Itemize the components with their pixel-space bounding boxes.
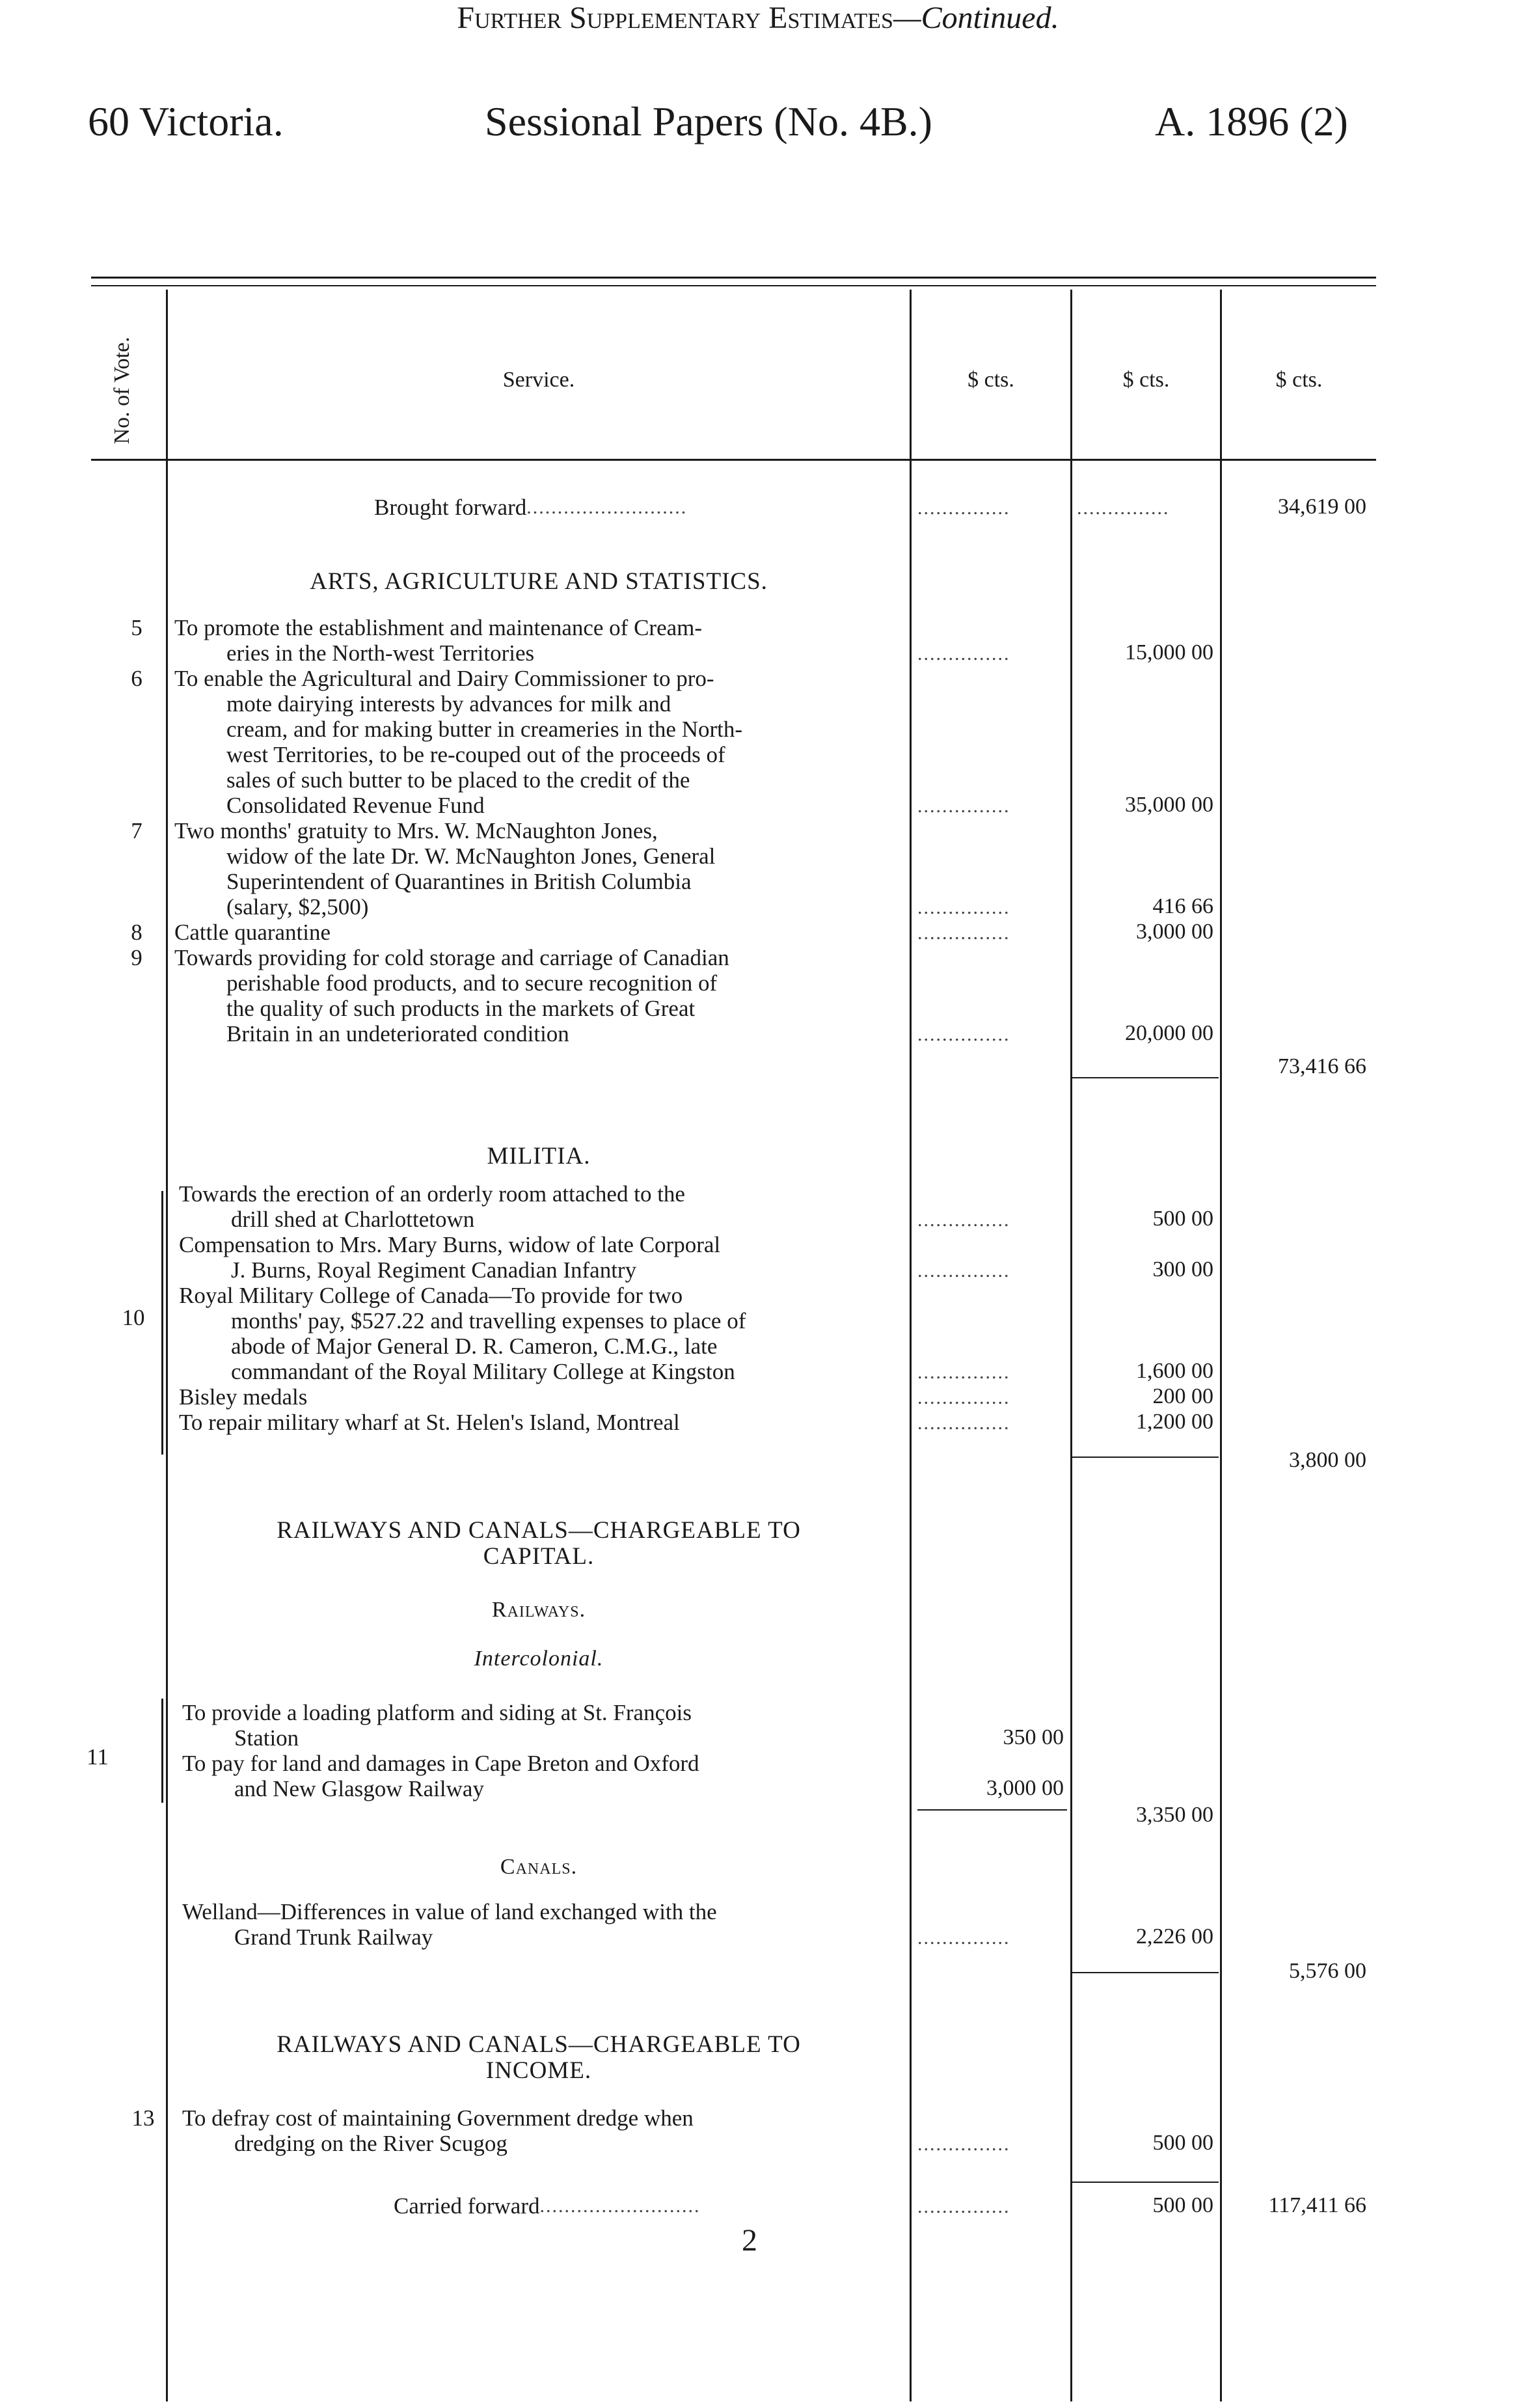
leader-dots: ............... <box>917 1387 1010 1408</box>
section-title-rc-capital-2: CAPITAL. <box>483 1543 595 1570</box>
militia-vote-number: 10 <box>122 1305 145 1330</box>
intercolonial-vote-number: 11 <box>87 1744 109 1770</box>
header-sessional-papers: Sessional Papers (No. 4B.) <box>485 98 932 144</box>
service-line: months' pay, $527.22 and travelling expenses to place of <box>231 1308 746 1334</box>
service-line: Grand Trunk Railway <box>234 1924 433 1950</box>
subtitle-continued: —Continued. <box>893 1 1059 35</box>
brought-forward-row: Brought forward .......................... <box>374 495 688 520</box>
income-subtotal-rule <box>1072 2182 1219 2183</box>
service-line: Station <box>234 1725 299 1751</box>
service-description <box>174 920 908 945</box>
militia-total: 3,800 00 <box>1289 1448 1366 1472</box>
column-header-dollars-2: $ cts. <box>1122 368 1170 392</box>
leader-dots: ............... <box>917 2196 1010 2217</box>
service-description <box>182 1751 908 1801</box>
vote-column-divider <box>166 290 168 2401</box>
section-title-militia: MILITIA. <box>487 1143 591 1170</box>
amount: 1,600 00 <box>1136 1359 1213 1383</box>
carried-forward-amount-3: 117,411 66 <box>1268 2193 1366 2217</box>
leader-dots: ............... <box>917 1209 1010 1231</box>
service-line: To repair military wharf at St. Helen's Island, Montreal <box>179 1410 680 1435</box>
service-line: Royal Military College of Canada—To provide for two <box>179 1283 683 1308</box>
leader-dots: ............... <box>917 2133 1010 2155</box>
railways-total: 3,350 00 <box>1136 1803 1213 1827</box>
col2-divider <box>1070 290 1072 2401</box>
carried-forward-label: Carried forward <box>394 2193 540 2219</box>
amount: 350 00 <box>1003 1725 1064 1749</box>
service-line: (salary, $2,500) <box>226 894 369 920</box>
amount: 200 00 <box>1152 1384 1213 1408</box>
service-line: Consolidated Revenue Fund <box>226 793 485 818</box>
table-top-rule-2 <box>91 285 1376 286</box>
leader-dots: ............... <box>917 497 1010 519</box>
leader-dots: ............... <box>917 1927 1010 1949</box>
service-line: Superintendent of Quarantines in British Columbia <box>226 869 692 894</box>
section-title-rc-capital-1: RAILWAYS AND CANALS—CHARGEABLE TO <box>277 1517 801 1544</box>
subhead-canals: Canals. <box>500 1855 578 1879</box>
amount: 500 00 <box>1152 2131 1213 2155</box>
arts-subtotal-rule <box>1072 1077 1219 1078</box>
section-title-rc-income-2: INCOME. <box>485 2057 592 2084</box>
header-year: A. 1896 (2) <box>1155 98 1348 144</box>
vote-number: 13 <box>131 2105 155 2131</box>
leader-dots: ............... <box>917 1260 1010 1281</box>
leader-dots: ............... <box>917 897 1010 918</box>
service-line: widow of the late Dr. W. McNaughton Jones, General <box>226 843 716 869</box>
service-description <box>179 1232 908 1283</box>
carried-forward-amount-2: 500 00 <box>1152 2193 1213 2217</box>
service-description <box>174 666 908 818</box>
intercolonial-brace <box>161 1699 163 1803</box>
rc-capital-total: 5,576 00 <box>1289 1959 1366 1983</box>
service-line: Welland—Differences in value of land exchanged with the <box>182 1899 717 1924</box>
service-line: J. Burns, Royal Regiment Canadian Infantry <box>231 1257 637 1283</box>
section-title-rc-income-1: RAILWAYS AND CANALS—CHARGEABLE TO <box>277 2031 801 2058</box>
arts-total: 73,416 66 <box>1278 1054 1366 1078</box>
column-header-vote: No. of Vote. <box>110 336 134 445</box>
brought-forward-label: Brought forward <box>374 495 527 520</box>
page-number: 2 <box>742 2223 757 2258</box>
service-description <box>179 1384 908 1410</box>
service-line: Two months' gratuity to Mrs. W. McNaughton Jones, <box>174 818 658 843</box>
service-line: and New Glasgow Railway <box>234 1776 484 1801</box>
carried-forward-row: Carried forward .......................... <box>394 2193 701 2219</box>
amount: 20,000 00 <box>1125 1021 1213 1045</box>
service-line: Britain in an undeteriorated condition <box>226 1021 569 1047</box>
railways-subtotal-rule <box>917 1809 1067 1811</box>
section-title-arts: ARTS, AGRICULTURE AND STATISTICS. <box>310 568 768 595</box>
service-line: To promote the establishment and maintenance of Cream- <box>174 615 703 640</box>
service-line: abode of Major General D. R. Cameron, C.M.G., late <box>231 1334 718 1359</box>
amount: 1,200 00 <box>1136 1410 1213 1434</box>
service-line: commandant of the Royal Military College at Kingston <box>231 1359 735 1384</box>
vote-number: 8 <box>131 920 142 945</box>
amount: 35,000 00 <box>1125 793 1213 817</box>
service-line: Cattle quarantine <box>174 920 331 945</box>
service-line: Towards providing for cold storage and carriage of Canadian <box>174 945 729 970</box>
service-line: To pay for land and damages in Cape Breton and Oxford <box>182 1751 699 1776</box>
amount: 300 00 <box>1152 1257 1213 1281</box>
leader-dots: ............... <box>917 1412 1010 1434</box>
col1-divider <box>910 290 912 2401</box>
header-volume: 60 Victoria. <box>88 98 284 144</box>
page-subtitle <box>0 0 1516 36</box>
service-line: west Territories, to be re-couped out of the proceeds of <box>226 742 725 767</box>
amount: 3,000 00 <box>986 1776 1064 1800</box>
service-description <box>174 818 908 920</box>
service-description <box>179 1410 908 1435</box>
subhead-railways: Railways. <box>491 1598 586 1622</box>
service-line: perishable food products, and to secure recognition of <box>226 970 718 996</box>
subtitle-main: Further Supplementary Estimates <box>457 1 893 35</box>
subhead-intercolonial: Intercolonial. <box>474 1647 604 1671</box>
service-description <box>179 1283 908 1384</box>
column-header-dollars-3: $ cts. <box>1275 368 1323 392</box>
leader-dots: ............... <box>917 1024 1010 1045</box>
column-header-dollars-1: $ cts. <box>968 368 1014 392</box>
service-description <box>182 1899 908 1950</box>
canals-subtotal-rule <box>1072 1972 1219 1973</box>
service-line: the quality of such products in the markets of Great <box>226 996 696 1021</box>
amount: 2,226 00 <box>1136 1924 1213 1949</box>
service-description <box>174 945 908 1047</box>
service-line: mote dairying interests by advances for milk and <box>226 691 671 717</box>
militia-brace <box>161 1191 163 1455</box>
service-description <box>179 1181 908 1232</box>
brought-forward-amount: 34,619 00 <box>1278 495 1366 519</box>
service-line: dredging on the River Scugog <box>234 2131 508 2156</box>
service-description <box>174 615 908 666</box>
service-line: cream, and for making butter in creameries in the North- <box>226 717 743 742</box>
service-line: To provide a loading platform and siding at St. François <box>182 1700 692 1725</box>
vote-number: 7 <box>131 818 142 843</box>
table-top-rule <box>91 277 1376 279</box>
service-line: drill shed at Charlottetown <box>231 1207 475 1232</box>
service-line: Compensation to Mrs. Mary Burns, widow of late Corporal <box>179 1232 721 1257</box>
service-line: Towards the erection of an orderly room attached to the <box>179 1181 685 1207</box>
leader-dots: ............... <box>917 1361 1010 1383</box>
amount: 3,000 00 <box>1136 920 1213 944</box>
column-header-service: Service. <box>502 368 575 392</box>
amount: 500 00 <box>1152 1207 1213 1231</box>
amount: 15,000 00 <box>1125 640 1213 664</box>
vote-number: 5 <box>131 615 142 640</box>
service-description <box>182 1700 908 1751</box>
leader-dots: ............... <box>917 922 1010 944</box>
column-header-rule <box>91 459 1376 461</box>
vote-number: 6 <box>131 666 142 691</box>
service-line: sales of such butter to be placed to the credit of the <box>226 767 690 793</box>
service-line: Bisley medals <box>179 1384 308 1410</box>
leader-dots: ............... <box>917 643 1010 664</box>
service-line: To enable the Agricultural and Dairy Commissioner to pro- <box>174 666 714 691</box>
service-line: To defray cost of maintaining Government dredge when <box>182 2105 694 2131</box>
col3-divider <box>1220 290 1222 2401</box>
vote-number: 9 <box>131 945 142 970</box>
leader-dots: ............... <box>917 795 1010 817</box>
leader-dots: ............... <box>1077 497 1170 519</box>
service-description <box>182 2105 908 2156</box>
militia-subtotal-rule <box>1072 1457 1219 1458</box>
service-line: eries in the North-west Territories <box>226 640 535 666</box>
amount: 416 66 <box>1152 894 1213 918</box>
